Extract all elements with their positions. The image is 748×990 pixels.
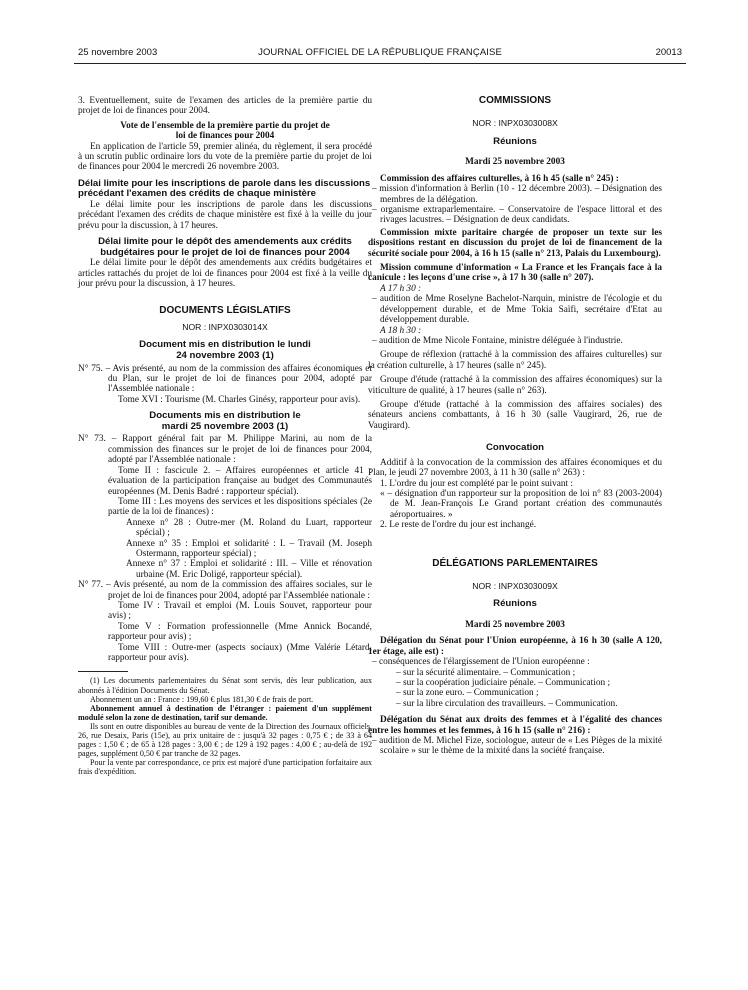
section-title-commissions: COMMISSIONS xyxy=(478,95,552,106)
time-1830: A 18 h 30 : xyxy=(380,325,422,336)
distribution-heading-24: Document mis en distribution le lundi 24 novembre 2003 (1) xyxy=(139,339,311,362)
heatwave-mission: Mission commune d'information « La France et les Français face à la canicule : les leçons d'une crise », à 17 h 30 (salle n° 207). xyxy=(368,263,662,284)
eu-item-judicial: – sur la coopération judiciaire pénale. – Communication ; xyxy=(396,678,611,689)
document-73-annex-35: Annexe n° 35 : Emploi et solidarité : I. – Travail (M. Joseph Ostermann, rapporteur spécial) ; xyxy=(126,538,372,559)
document-77: N° 77. – Avis présenté, au nom de la commission des affaires sociales, sur le projet de loi de finances pour 2004, adopté par l'Assemblée nationale : xyxy=(78,580,372,601)
deadline-amendments-heading: Délai limite pour le dépôt des amendements aux crédits budgétaires pour le projet de loi de finances pour 2004 xyxy=(98,236,352,258)
section-title-documents: DOCUMENTS LÉGISLATIFS xyxy=(159,304,291,316)
group-cultural-creation: Groupe de réflexion (rattaché à la commission des affaires culturelles) sur la création culturelle, à 17 heures (salle n° 245). xyxy=(368,350,662,371)
section-title-delegations: DÉLÉGATIONS PARLEMENTAIRES xyxy=(432,557,598,569)
deadline-amendments-text: Le délai limite pour le dépôt des amendements aux crédits budgétaires et articles rattachés du projet de loi de finances pour 2004 est fixé à la veille du jour prévu pour la discussion, à 17 heures. xyxy=(78,258,372,290)
culture-item-berlin: – mission d'information à Berlin (10 - 12 décembre 2003). – Désignation des membres de la délégation. xyxy=(372,184,662,205)
convocation-point-1: 1. L'ordre du jour est complété par le point suivant : xyxy=(380,478,573,489)
reunions-heading: Réunions xyxy=(493,135,537,147)
footnote-mail: Pour la vente par correspondance, ce prix est majoré d'une participation forfaitaire aux frais d'expédition. xyxy=(78,758,372,777)
document-73: N° 73. – Rapport général fait par M. Philippe Marini, au nom de la commission des finances sur le projet de loi de finances pour 2004, adopté par l'Assemblée nationale : xyxy=(78,434,372,466)
eu-item-enlargement: – conséquences de l'élargissement de l'Union européenne : xyxy=(372,657,590,668)
hearing-fize: – audition de M. Michel Fize, sociologue, auteur de « Les Pièges de la mixité scolaire » sur le thème de la mixité dans la société française. xyxy=(372,736,662,757)
footnote-subscription: Abonnement un an : France : 199,60 € plus 181,30 € de frais de port. xyxy=(90,694,314,704)
culture-commission: Commission des affaires culturelles, à 16 h 45 (salle n° 245) : xyxy=(380,173,619,184)
document-77-tome-5: Tome V : Formation professionnelle (Mme Annick Bocandé, rapporteur pour avis) ; xyxy=(108,621,372,643)
footnote-prices: Ils sont en outre disponibles au bureau de vente de la Direction des Journaux officiels, 26, rue Desaix, Paris (15e), au prix unitaire de : jusqu'à 32 pages : 0,75 € ; de 33 à 64 pages : 1,50 € ; de 65 à 128 pages : 3,00 € ; de 129 à 192 pages : 4,00 € ; au-delà de 192 pages, supplément 0,50 € par tranche de 32 pages. xyxy=(78,721,372,759)
reunions-heading-2: Réunions xyxy=(493,598,537,610)
date-heading-2: Mardi 25 novembre 2003 xyxy=(465,620,565,630)
documents-nor: NOR : INPX0303014X xyxy=(182,322,268,333)
document-73-tome-2: Tome II : fascicule 2. – Affaires européennes et article 41 : évaluation de la participation française au budget des Communautés européennes (M. Denis Badré : rapporteur spécial). xyxy=(108,465,372,497)
culture-item-organism: – organisme extraparlementaire. – Conservatoire de l'espace littoral et des rivages lacustres. – Désignation de deux candidats. xyxy=(372,205,662,226)
deadline-speakers-heading: Délai limite pour les inscriptions de parole dans les discussions précédant l'examen des crédits de chaque ministère xyxy=(78,177,371,200)
distribution-heading-25: Documents mis en distribution le mardi 25 novembre 2003 (1) xyxy=(149,410,301,432)
document-75-tome: Tome XVI : Tourisme (M. Charles Ginésy, rapporteur pour avis). xyxy=(118,394,361,405)
vote-heading: Vote de l'ensemble de la première partie du projet de loi de finances pour 2004 xyxy=(120,120,330,142)
header-page-number: 20013 xyxy=(655,47,682,58)
page-header xyxy=(78,48,682,62)
footnote-rule xyxy=(78,671,128,672)
convocation-heading: Convocation xyxy=(485,442,545,454)
delegations-nor: NOR : INPX0303009X xyxy=(472,581,558,591)
eu-item-free-movement: – sur la libre circulation des travailleurs. – Communication. xyxy=(396,698,618,709)
document-75: N° 75. – Avis présenté, au nom de la commission des affaires économiques et du Plan, sur le projet de loi de finances pour 2004, adopté par l'Assemblée nationale : xyxy=(78,363,372,395)
agenda-item-3: 3. Eventuellement, suite de l'examen des articles de la première partie du projet de loi de finances pour 2004. xyxy=(78,96,372,117)
footnote-1: (1) Les documents parlementaires du Sénat sont servis, dès leur publication, aux abonnés à l'édition Documents du Sénat. xyxy=(78,676,372,695)
document-77-tome-4: Tome IV : Travail et emploi (M. Louis Souvet, rapporteur pour avis) ; xyxy=(108,600,372,622)
convocation-text: Additif à la convocation de la commission des affaires économiques et du Plan, le jeudi 27 novembre 2003, à 11 h 30 (salle n° 263) : xyxy=(368,457,662,479)
eu-delegation: Délégation du Sénat pour l'Union européenne, à 16 h 30 (salle A 120, 1er étage, aile est) : xyxy=(368,636,662,657)
document-73-annex-28: Annexe n° 28 : Outre-mer (M. Roland du Luart, rapporteur spécial) ; xyxy=(126,517,372,539)
header-rule xyxy=(74,63,686,64)
group-viticulture: Groupe d'étude (rattaché à la commission des affaires économiques) sur la viticulture de qualité, à 17 heures (salle n° 263). xyxy=(368,375,662,396)
joint-committee: Commission mixte paritaire chargée de proposer un texte sur les dispositions restant en discussion du projet de loi de financement de la sécurité sociale pour 2004, à 16 h 15 (salle n° 213, Palais du Luxembourg). xyxy=(368,227,662,259)
eu-item-food-safety: – sur la sécurité alimentaire. – Communication ; xyxy=(396,667,576,678)
right-column xyxy=(368,96,662,757)
header-journal-title: JOURNAL OFFICIEL DE LA RÉPUBLIQUE FRANÇAISE xyxy=(258,47,502,58)
header-date: 25 novembre 2003 xyxy=(78,47,158,58)
footnote-foreign: Abonnement annuel à destination de l'étranger : paiement d'un supplément modulé selon la zone de destination, tarif sur demande. xyxy=(78,703,372,722)
hearing-fontaine: – audition de Mme Nicole Fontaine, ministre déléguée à l'industrie. xyxy=(372,335,623,346)
group-veterans: Groupe d'étude (rattaché à la commission des affaires sociales) des sénateurs anciens combattants, à 16 h 30 (salle Vaugirard, 26, rue de Vaugirard). xyxy=(368,399,662,431)
commissions-nor: NOR : INPX0303008X xyxy=(472,118,558,129)
document-73-tome-3: Tome III : Les moyens des services et les dispositions spéciales (2e partie de la loi de finances) : xyxy=(108,496,372,518)
vote-text: En application de l'article 59, premier alinéa, du règlement, il sera procédé à un scrutin public ordinaire lors du vote de la première partie du projet de loi de finances pour 2004 le mercredi 26 novembre 2003. xyxy=(78,141,372,173)
document-77-tome-8: Tome VIII : Outre-mer (aspects sociaux) (Mme Valérie Létard, rapporteur pour avis). xyxy=(108,642,372,663)
convocation-point-2: 2. Le reste de l'ordre du jour est inchangé. xyxy=(380,520,537,531)
left-column xyxy=(78,96,372,776)
women-rights-delegation: Délégation du Sénat aux droits des femmes et à l'égalité des chances entre les hommes et les femmes, à 16 h 15 (salle n° 216) : xyxy=(368,715,662,736)
time-1730: A 17 h 30 : xyxy=(380,283,422,294)
date-heading: Mardi 25 novembre 2003 xyxy=(465,157,565,168)
hearing-bachelot: – audition de Mme Roselyne Bachelot-Narquin, ministre de l'écologie et du développement durable, et de Mme Tokia Saïfi, secrétaire d'Etat au développement durable. xyxy=(372,294,662,326)
deadline-speakers-text: Le délai limite pour les inscriptions de parole dans les discussions précédant l'examen des crédits de chaque ministère est fixé à la veille du jour prévu pour la discussion, à 17 heures. xyxy=(78,200,372,231)
eu-item-euro-zone: – sur la zone euro. – Communication ; xyxy=(396,688,539,699)
convocation-quote: « – désignation d'un rapporteur sur la proposition de loi n° 83 (2003-2004) de M. Jean-François Le Grand portant création des communautés aéroportuaires. » xyxy=(380,488,662,520)
document-73-annex-37: Annexe n° 37 : Emploi et solidarité : III. – Ville et rénovation urbaine (M. Eric Doligé, rapporteur spécial). xyxy=(126,559,372,580)
